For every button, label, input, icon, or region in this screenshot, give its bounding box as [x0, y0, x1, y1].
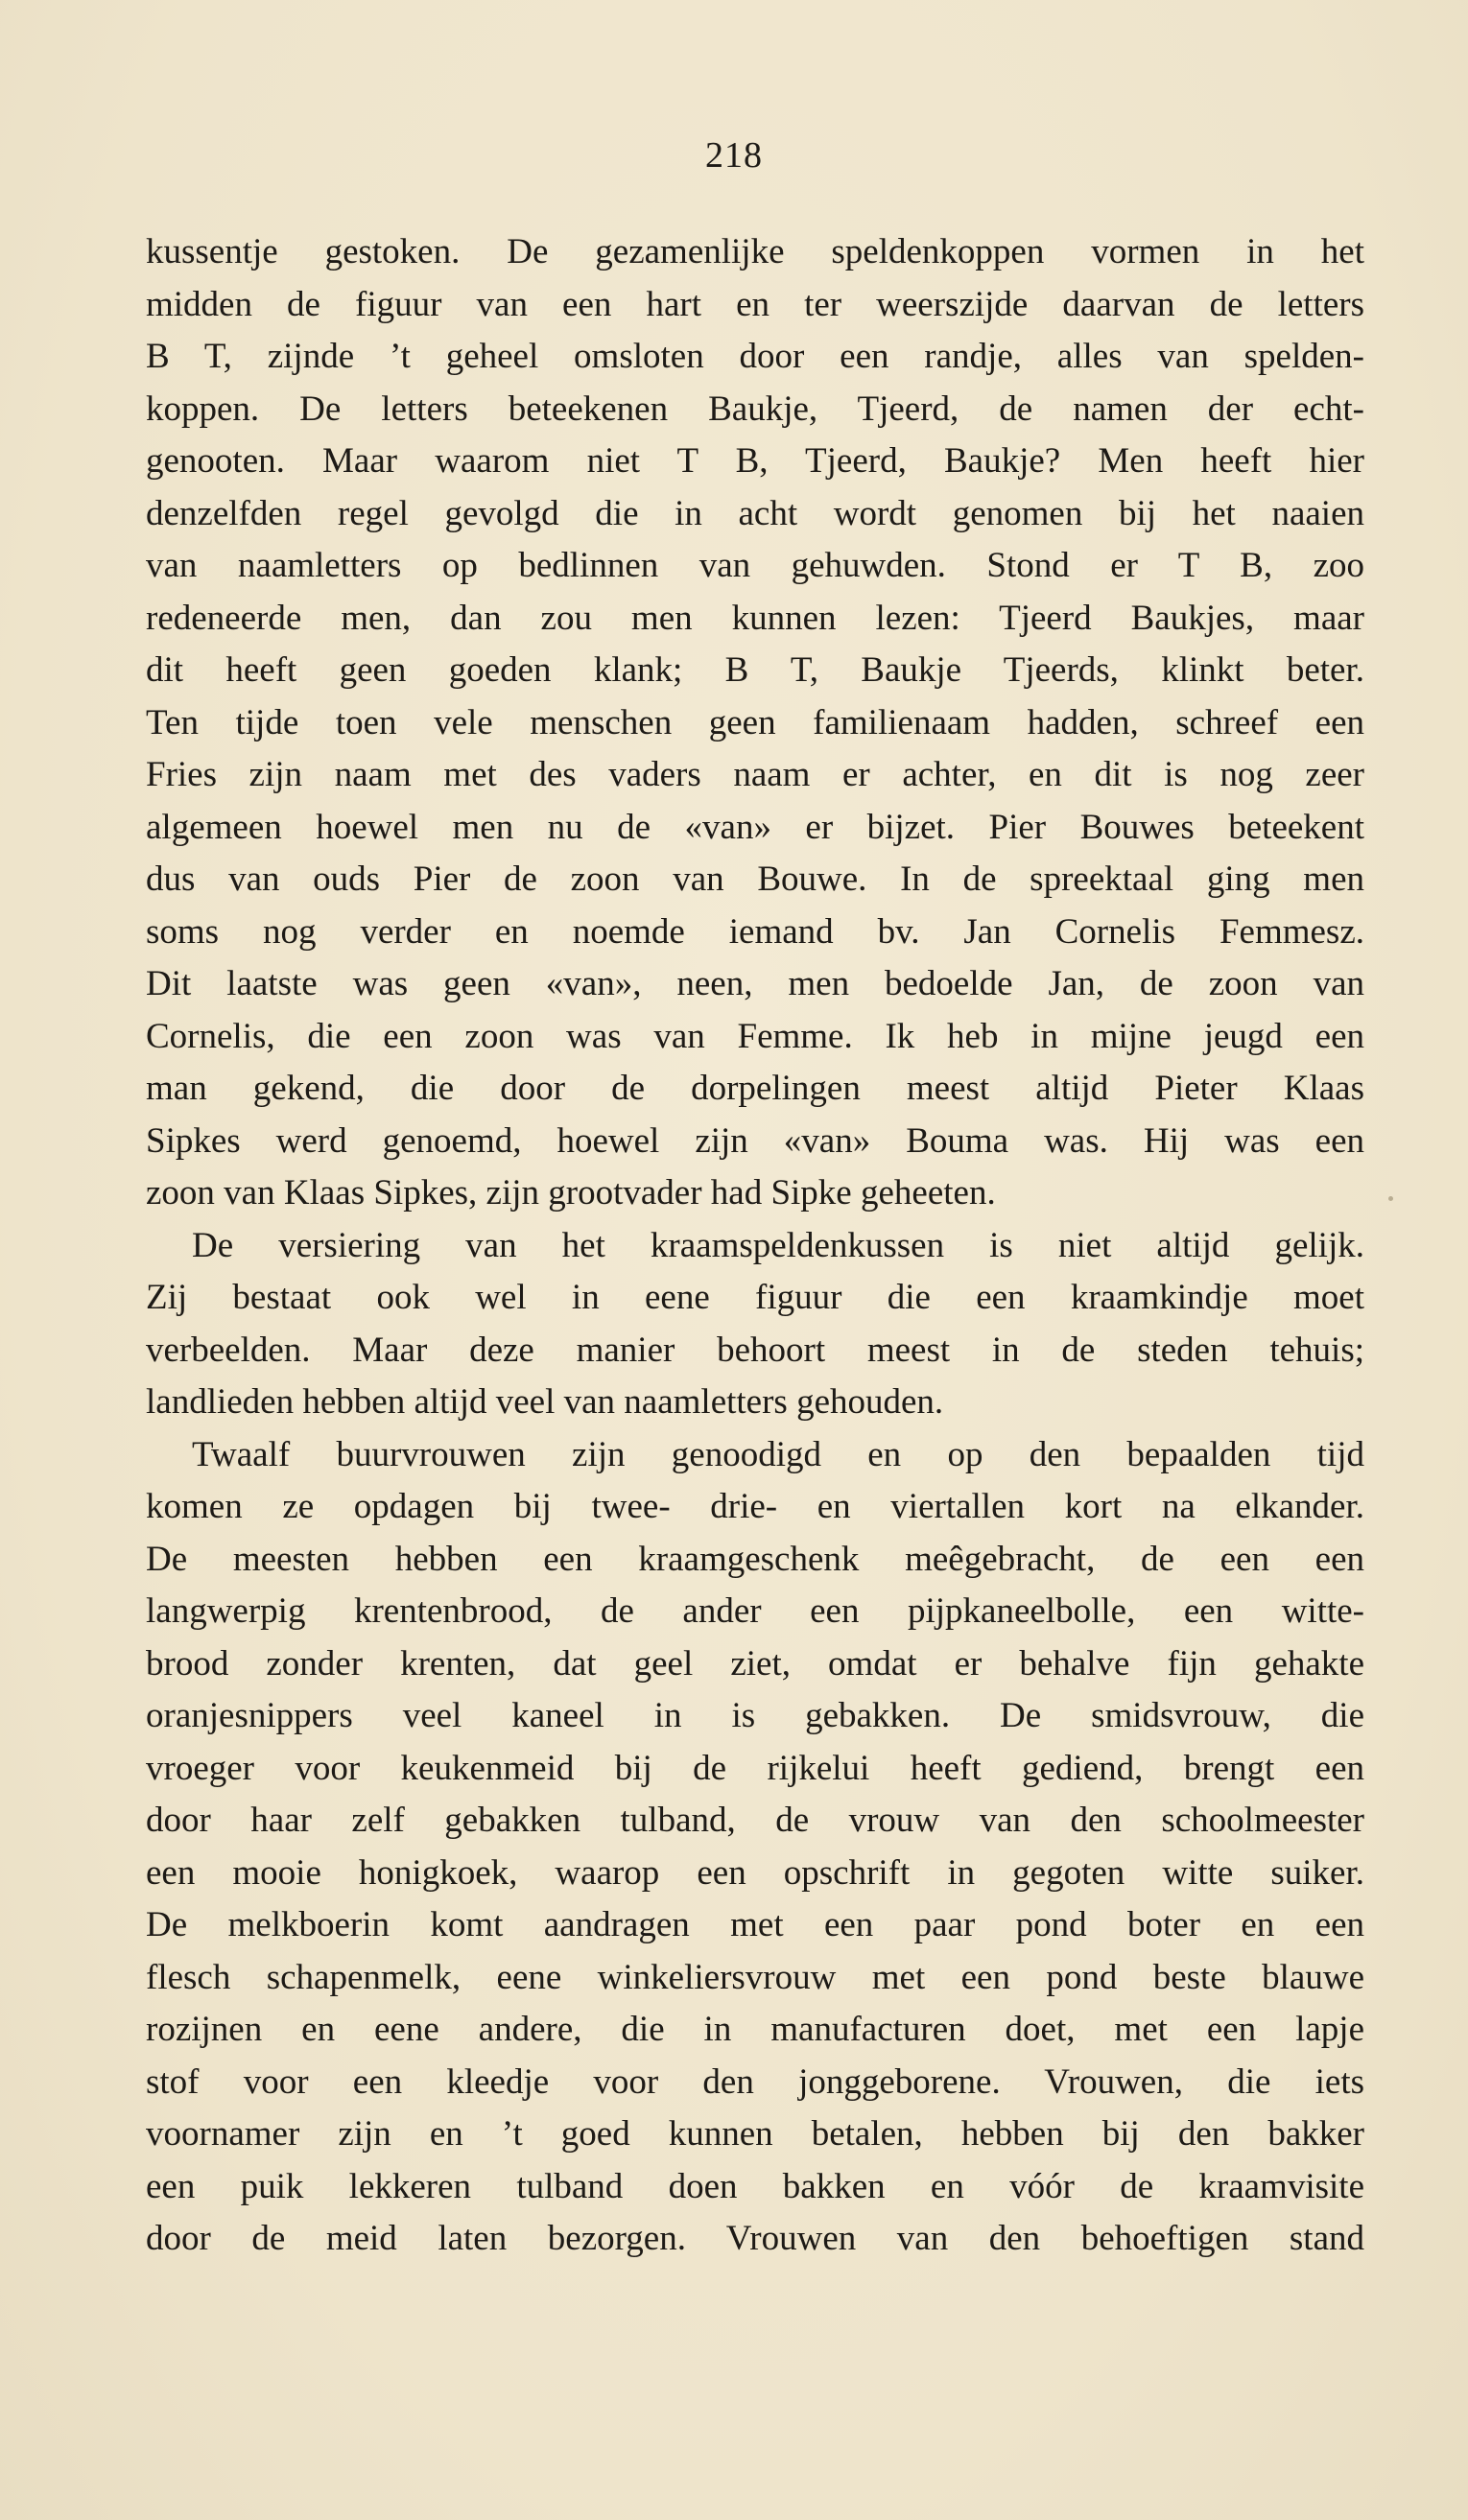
text-line: flesch schapenmelk, eene winkeliersvrouw met een pond beste blauwe: [146, 1957, 1364, 1997]
text-line: een mooie honigkoek, waarop een opschrift in gegoten witte suiker.: [146, 1852, 1364, 1893]
body-text: [146, 226, 1364, 2266]
text-line: stof voor een kleedje voor den jonggeborene. Vrouwen, die iets: [146, 2061, 1364, 2102]
page-number: 218: [705, 135, 763, 176]
text-line: door haar zelf gebakken tulband, de vrouw van den schoolmeester: [146, 1801, 1364, 1840]
text-line: een puik lekkeren tulband doen bakken en vóór de kraamvisite: [146, 2166, 1364, 2206]
text-line: B T, zijnde ’t geheel omsloten door een randje, alles van spelden-: [146, 337, 1364, 376]
text-line: langwerpig krentenbrood, de ander een pijpkaneelbolle, een witte-: [146, 1591, 1364, 1631]
text-line: brood zonder krenten, dat geel ziet, omdat er behalve fijn gehakte: [146, 1643, 1364, 1684]
text-line: denzelfden regel gevolgd die in acht wordt genomen bij het naaien: [146, 493, 1364, 533]
text-line: zoon van Klaas Sipkes, zijn grootvader had Sipke geheeten.: [146, 1173, 996, 1213]
text-line: rozijnen en eene andere, die in manufacturen doet, met een lapje: [146, 2010, 1364, 2049]
text-line: verbeelden. Maar deze manier behoort meest in de steden tehuis;: [146, 1330, 1364, 1370]
text-line: midden de figuur van een hart en ter weerszijde daarvan de letters: [146, 284, 1364, 324]
text-line: soms nog verder en noemde iemand bv. Jan Cornelis Femmesz.: [146, 911, 1364, 952]
paper-speck: [1388, 1196, 1393, 1201]
text-line: Sipkes werd genoemd, hoewel zijn «van» Bouma was. Hij was een: [146, 1120, 1364, 1161]
text-line: man gekend, die door de dorpelingen meest altijd Pieter Klaas: [146, 1069, 1364, 1108]
text-line: De versiering van het kraamspeldenkussen is niet altijd gelijk.: [192, 1225, 1364, 1265]
text-line: komen ze opdagen bij twee- drie- en viertallen kort na elkander.: [146, 1487, 1364, 1526]
text-line: Dit laatste was geen «van», neen, men bedoelde Jan, de zoon van: [146, 964, 1364, 1003]
text-line: genooten. Maar waarom niet T B, Tjeerd, Baukje? Men heeft hier: [146, 441, 1364, 481]
text-line: De melkboerin komt aandragen met een paar pond boter en een: [146, 1905, 1364, 1944]
text-line: door de meid laten bezorgen. Vrouwen van den behoeftigen stand: [146, 2219, 1364, 2258]
text-line: dus van ouds Pier de zoon van Bouwe. In de spreektaal ging men: [146, 860, 1364, 899]
text-line: De meesten hebben een kraamgeschenk meêgebracht, de een een: [146, 1539, 1364, 1579]
text-line: Fries zijn naam met des vaders naam er achter, en dit is nog zeer: [146, 755, 1364, 794]
text-line: oranjesnippers veel kaneel in is gebakken. De smidsvrouw, die: [146, 1696, 1364, 1735]
text-line: Zij bestaat ook wel in eene figuur die een kraamkindje moet: [146, 1278, 1364, 1317]
text-line: koppen. De letters beteekenen Baukje, Tjeerd, de namen der echt-: [146, 389, 1364, 429]
text-line: dit heeft geen goeden klank; B T, Baukje Tjeerds, klinkt beter.: [146, 650, 1364, 690]
text-line: vroeger voor keukenmeid bij de rijkelui heeft gediend, brengt een: [146, 1748, 1364, 1788]
text-line: landlieden hebben altijd veel van naamletters gehouden.: [146, 1382, 944, 1422]
text-line: kussentje gestoken. De gezamenlijke speldenkoppen vormen in het: [146, 232, 1364, 271]
text-line: van naamletters op bedlinnen van gehuwden. Stond er T B, zoo: [146, 546, 1364, 585]
text-line: voornamer zijn en ’t goed kunnen betalen, hebben bij den bakker: [146, 2114, 1364, 2154]
text-line: Twaalf buurvrouwen zijn genoodigd en op den bepaalden tijd: [192, 1434, 1364, 1474]
text-line: Cornelis, die een zoon was van Femme. Ik heb in mijne jeugd een: [146, 1016, 1364, 1056]
text-line: Ten tijde toen vele menschen geen familienaam hadden, schreef een: [146, 702, 1364, 742]
text-line: redeneerde men, dan zou men kunnen lezen: Tjeerd Baukjes, maar: [146, 598, 1364, 638]
text-line: algemeen hoewel men nu de «van» er bijzet. Pier Bouwes beteekent: [146, 807, 1364, 847]
